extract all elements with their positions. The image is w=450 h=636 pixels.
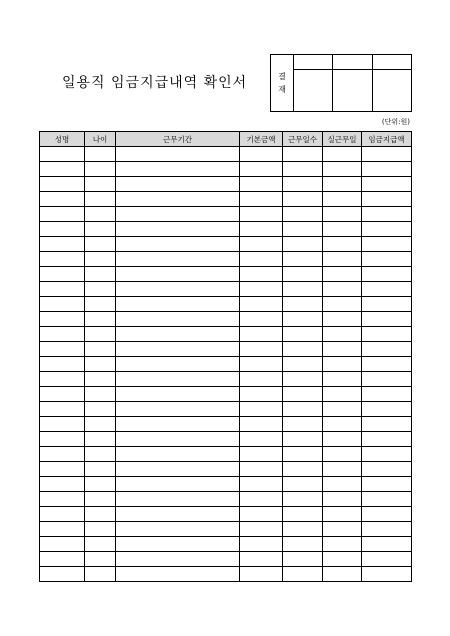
table-cell[interactable]	[362, 342, 412, 357]
approval-title-cell-2[interactable]	[333, 55, 372, 70]
table-cell[interactable]	[85, 192, 116, 207]
table-row	[40, 222, 412, 237]
header-work-days: 근무일수	[283, 132, 323, 147]
table-cell[interactable]	[40, 432, 85, 447]
table-cell[interactable]	[240, 462, 283, 477]
table-cell[interactable]	[85, 417, 116, 432]
table-cell[interactable]	[85, 537, 116, 552]
table-cell[interactable]	[40, 492, 85, 507]
table-cell[interactable]	[283, 342, 323, 357]
table-cell[interactable]	[40, 537, 85, 552]
table-cell[interactable]	[362, 147, 412, 162]
table-cell[interactable]	[362, 567, 412, 582]
table-cell[interactable]	[116, 402, 240, 417]
table-cell[interactable]	[116, 327, 240, 342]
table-cell[interactable]	[85, 357, 116, 372]
approval-sign-cell-2[interactable]	[333, 70, 372, 112]
table-cell[interactable]	[362, 192, 412, 207]
table-cell[interactable]	[323, 312, 362, 327]
table-cell[interactable]	[40, 357, 85, 372]
table-cell[interactable]	[283, 192, 323, 207]
table-cell[interactable]	[116, 537, 240, 552]
table-cell[interactable]	[283, 267, 323, 282]
approval-label-bottom: 재	[278, 84, 286, 94]
table-cell[interactable]	[362, 492, 412, 507]
table-cell[interactable]	[40, 222, 85, 237]
table-row	[40, 267, 412, 282]
table-cell[interactable]	[85, 177, 116, 192]
header-wage-paid: 임금지급액	[362, 132, 412, 147]
table-cell[interactable]	[323, 237, 362, 252]
document-title: 일용직 임금지급내역 확인서	[62, 75, 248, 91]
table-cell[interactable]	[85, 372, 116, 387]
table-cell[interactable]	[40, 552, 85, 567]
table-cell[interactable]	[85, 267, 116, 282]
table-row	[40, 387, 412, 402]
table-cell[interactable]	[362, 552, 412, 567]
table-cell[interactable]	[116, 567, 240, 582]
table-cell[interactable]	[85, 327, 116, 342]
table-cell[interactable]	[362, 222, 412, 237]
table-cell[interactable]	[283, 432, 323, 447]
table-cell[interactable]	[323, 507, 362, 522]
table-cell[interactable]	[40, 267, 85, 282]
table-cell[interactable]	[40, 447, 85, 462]
table-cell[interactable]	[240, 417, 283, 432]
table-cell[interactable]	[40, 252, 85, 267]
table-cell[interactable]	[323, 522, 362, 537]
table-cell[interactable]	[85, 522, 116, 537]
table-cell[interactable]	[116, 222, 240, 237]
table-cell[interactable]	[283, 567, 323, 582]
table-cell[interactable]	[40, 237, 85, 252]
table-cell[interactable]	[362, 432, 412, 447]
table-cell[interactable]	[240, 357, 283, 372]
table-cell[interactable]	[40, 417, 85, 432]
table-cell[interactable]	[240, 267, 283, 282]
table-cell[interactable]	[116, 342, 240, 357]
table-cell[interactable]	[116, 282, 240, 297]
table-cell[interactable]	[240, 567, 283, 582]
table-cell[interactable]	[240, 432, 283, 447]
table-cell[interactable]	[116, 492, 240, 507]
table-cell[interactable]	[323, 492, 362, 507]
table-cell[interactable]	[240, 372, 283, 387]
table-cell[interactable]	[323, 537, 362, 552]
table-cell[interactable]	[116, 162, 240, 177]
table-cell[interactable]	[85, 162, 116, 177]
table-body	[40, 147, 412, 582]
table-cell[interactable]	[283, 372, 323, 387]
table-cell[interactable]	[40, 147, 85, 162]
table-cell[interactable]	[116, 192, 240, 207]
table-cell[interactable]	[362, 282, 412, 297]
table-cell[interactable]	[40, 312, 85, 327]
table-cell[interactable]	[283, 402, 323, 417]
table-row	[40, 402, 412, 417]
table-cell[interactable]	[116, 477, 240, 492]
table-cell[interactable]	[362, 387, 412, 402]
table-cell[interactable]	[116, 522, 240, 537]
table-cell[interactable]	[323, 432, 362, 447]
table-cell[interactable]	[116, 297, 240, 312]
table-cell[interactable]	[116, 387, 240, 402]
table-cell[interactable]	[116, 552, 240, 567]
table-cell[interactable]	[40, 522, 85, 537]
table-cell[interactable]	[283, 222, 323, 237]
approval-title-cell-3[interactable]	[372, 55, 411, 70]
table-cell[interactable]	[40, 342, 85, 357]
table-row	[40, 147, 412, 162]
table-cell[interactable]	[362, 447, 412, 462]
table-cell[interactable]	[85, 462, 116, 477]
table-cell[interactable]	[362, 327, 412, 342]
table-cell[interactable]	[283, 327, 323, 342]
table-cell[interactable]	[240, 282, 283, 297]
table-cell[interactable]	[362, 417, 412, 432]
table-cell[interactable]	[116, 252, 240, 267]
table-row	[40, 477, 412, 492]
table-row	[40, 417, 412, 432]
table-cell[interactable]	[85, 147, 116, 162]
table-row	[40, 507, 412, 522]
table-cell[interactable]	[40, 162, 85, 177]
table-cell[interactable]	[240, 177, 283, 192]
table-cell[interactable]	[85, 567, 116, 582]
table-cell[interactable]	[323, 177, 362, 192]
table-cell[interactable]	[283, 207, 323, 222]
table-row	[40, 567, 412, 582]
table-cell[interactable]	[240, 507, 283, 522]
table-cell[interactable]	[40, 387, 85, 402]
table-cell[interactable]	[85, 312, 116, 327]
table-cell[interactable]	[323, 147, 362, 162]
table-cell[interactable]	[240, 552, 283, 567]
table-cell[interactable]	[283, 177, 323, 192]
table-cell[interactable]	[85, 222, 116, 237]
table-cell[interactable]	[362, 372, 412, 387]
table-cell[interactable]	[362, 477, 412, 492]
table-cell[interactable]	[362, 507, 412, 522]
table-cell[interactable]	[85, 342, 116, 357]
table-cell[interactable]	[240, 312, 283, 327]
table-cell[interactable]	[116, 147, 240, 162]
table-row	[40, 342, 412, 357]
table-cell[interactable]	[323, 252, 362, 267]
table-cell[interactable]	[283, 387, 323, 402]
header-age: 나이	[85, 132, 116, 147]
table-row	[40, 522, 412, 537]
table-cell[interactable]	[240, 147, 283, 162]
table-cell[interactable]	[40, 207, 85, 222]
table-cell[interactable]	[283, 522, 323, 537]
header-name: 성명	[40, 132, 85, 147]
table-row	[40, 327, 412, 342]
table-row	[40, 252, 412, 267]
table-row	[40, 207, 412, 222]
approval-label	[271, 55, 294, 112]
table-cell[interactable]	[116, 357, 240, 372]
table-cell[interactable]	[283, 357, 323, 372]
table-cell[interactable]	[40, 372, 85, 387]
table-cell[interactable]	[240, 252, 283, 267]
table-cell[interactable]	[362, 522, 412, 537]
table-cell[interactable]	[116, 312, 240, 327]
table-cell[interactable]	[362, 162, 412, 177]
table-cell[interactable]	[323, 357, 362, 372]
table-cell[interactable]	[85, 252, 116, 267]
table-cell[interactable]	[283, 312, 323, 327]
table-cell[interactable]	[323, 327, 362, 342]
table-row	[40, 552, 412, 567]
table-cell[interactable]	[240, 477, 283, 492]
unit-note: (단위:원)	[381, 118, 410, 126]
table-cell[interactable]	[240, 222, 283, 237]
table-cell[interactable]	[283, 297, 323, 312]
table-cell[interactable]	[283, 492, 323, 507]
table-cell[interactable]	[240, 297, 283, 312]
table-cell[interactable]	[85, 432, 116, 447]
table-cell[interactable]	[116, 462, 240, 477]
table-cell[interactable]	[240, 192, 283, 207]
table-cell[interactable]	[116, 237, 240, 252]
table-cell[interactable]	[40, 477, 85, 492]
table-cell[interactable]	[85, 387, 116, 402]
header-actual-days: 실근무일	[323, 132, 362, 147]
table-cell[interactable]	[323, 477, 362, 492]
table-row	[40, 447, 412, 462]
table-row	[40, 177, 412, 192]
table-cell[interactable]	[40, 297, 85, 312]
table-cell[interactable]	[85, 447, 116, 462]
table-cell[interactable]	[40, 402, 85, 417]
table-cell[interactable]	[116, 507, 240, 522]
table-cell[interactable]	[323, 162, 362, 177]
table-cell[interactable]	[323, 387, 362, 402]
table-cell[interactable]	[283, 252, 323, 267]
table-cell[interactable]	[323, 342, 362, 357]
table-cell[interactable]	[362, 537, 412, 552]
table-cell[interactable]	[283, 417, 323, 432]
table-cell[interactable]	[323, 447, 362, 462]
table-cell[interactable]	[283, 552, 323, 567]
table-cell[interactable]	[362, 357, 412, 372]
table-cell[interactable]	[40, 282, 85, 297]
table-cell[interactable]	[362, 462, 412, 477]
table-cell[interactable]	[40, 567, 85, 582]
header-base-amount: 기본금액	[240, 132, 283, 147]
table-cell[interactable]	[85, 402, 116, 417]
table-cell[interactable]	[85, 282, 116, 297]
table-cell[interactable]	[40, 327, 85, 342]
table-cell[interactable]	[362, 297, 412, 312]
table-cell[interactable]	[40, 507, 85, 522]
table-cell[interactable]	[240, 387, 283, 402]
table-cell[interactable]	[240, 237, 283, 252]
table-cell[interactable]	[116, 372, 240, 387]
table-cell[interactable]	[323, 192, 362, 207]
table-cell[interactable]	[362, 402, 412, 417]
table-cell[interactable]	[323, 552, 362, 567]
table-cell[interactable]	[323, 282, 362, 297]
table-row	[40, 162, 412, 177]
table-row	[40, 297, 412, 312]
table-cell[interactable]	[283, 147, 323, 162]
table-cell[interactable]	[323, 222, 362, 237]
table-cell[interactable]	[85, 297, 116, 312]
table-cell[interactable]	[283, 477, 323, 492]
table-cell[interactable]	[323, 267, 362, 282]
table-cell[interactable]	[362, 207, 412, 222]
approval-label-top: 결	[278, 71, 286, 81]
table-cell[interactable]	[85, 507, 116, 522]
table-row	[40, 432, 412, 447]
table-cell[interactable]	[116, 267, 240, 282]
table-cell[interactable]	[362, 252, 412, 267]
approval-title-cell-1[interactable]	[294, 55, 333, 70]
table-cell[interactable]	[323, 567, 362, 582]
approval-box	[270, 54, 412, 112]
table-cell[interactable]	[240, 207, 283, 222]
table-row	[40, 282, 412, 297]
table-cell[interactable]	[85, 552, 116, 567]
table-cell[interactable]	[323, 297, 362, 312]
table-cell[interactable]	[283, 447, 323, 462]
table-cell[interactable]	[362, 237, 412, 252]
table-cell[interactable]	[116, 417, 240, 432]
table-cell[interactable]	[116, 177, 240, 192]
table-row	[40, 492, 412, 507]
table-cell[interactable]	[283, 237, 323, 252]
table-cell[interactable]	[116, 432, 240, 447]
table-row	[40, 192, 412, 207]
table-cell[interactable]	[283, 162, 323, 177]
table-cell[interactable]	[323, 462, 362, 477]
table-cell[interactable]	[240, 537, 283, 552]
table-cell[interactable]	[283, 282, 323, 297]
table-cell[interactable]	[40, 177, 85, 192]
table-cell[interactable]	[323, 372, 362, 387]
table-cell[interactable]	[323, 402, 362, 417]
table-cell[interactable]	[116, 207, 240, 222]
table-cell[interactable]	[240, 447, 283, 462]
table-cell[interactable]	[85, 237, 116, 252]
table-cell[interactable]	[240, 402, 283, 417]
table-cell[interactable]	[240, 162, 283, 177]
table-cell[interactable]	[283, 462, 323, 477]
table-cell[interactable]	[240, 522, 283, 537]
table-cell[interactable]	[85, 492, 116, 507]
table-row	[40, 357, 412, 372]
wage-table	[39, 131, 412, 582]
table-header-row	[40, 132, 412, 147]
table-cell[interactable]	[40, 192, 85, 207]
approval-sign-cell-1[interactable]	[294, 70, 333, 112]
header-work-period: 근무기간	[116, 132, 240, 147]
table-cell[interactable]	[85, 477, 116, 492]
table-row	[40, 237, 412, 252]
table-cell[interactable]	[116, 447, 240, 462]
approval-sign-cell-3[interactable]	[372, 70, 411, 112]
table-row	[40, 312, 412, 327]
table-row	[40, 537, 412, 552]
table-row	[40, 462, 412, 477]
table-cell[interactable]	[40, 462, 85, 477]
table-cell[interactable]	[283, 507, 323, 522]
table-cell[interactable]	[283, 537, 323, 552]
table-cell[interactable]	[362, 177, 412, 192]
table-cell[interactable]	[362, 312, 412, 327]
table-row	[40, 372, 412, 387]
table-cell[interactable]	[85, 207, 116, 222]
table-cell[interactable]	[323, 417, 362, 432]
table-cell[interactable]	[240, 327, 283, 342]
table-cell[interactable]	[240, 492, 283, 507]
table-cell[interactable]	[240, 342, 283, 357]
table-cell[interactable]	[362, 267, 412, 282]
table-cell[interactable]	[323, 207, 362, 222]
